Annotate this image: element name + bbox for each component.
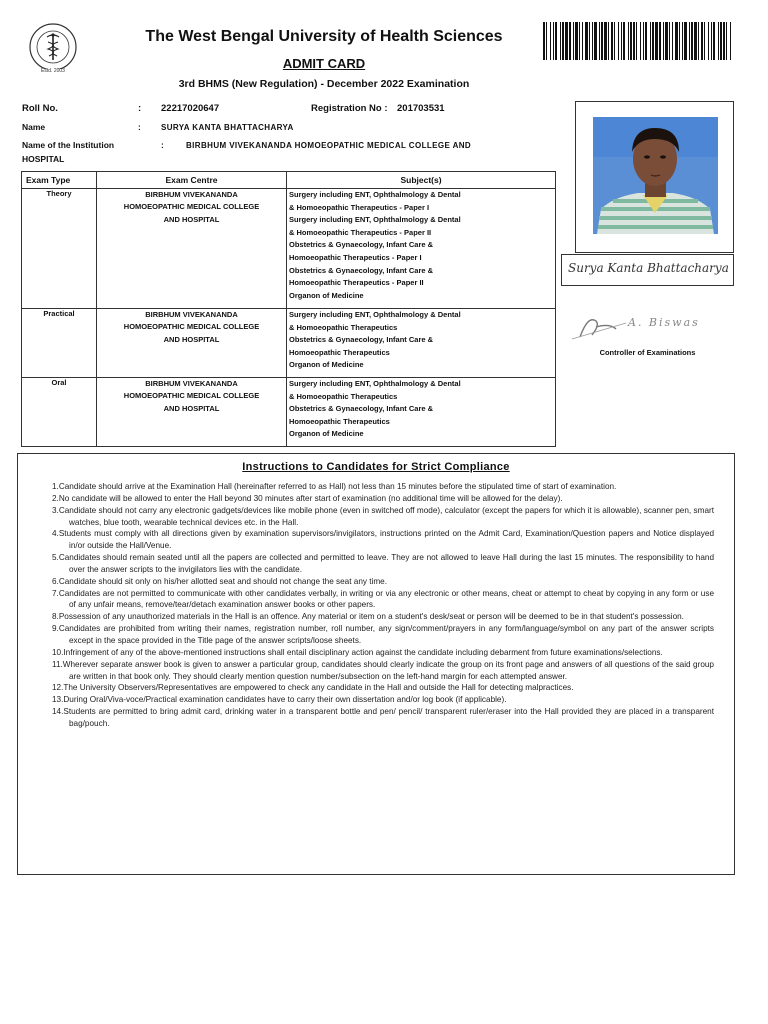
- roll-number: 22217020647: [161, 103, 220, 114]
- subject-line: Homoeopathic Therapeutics: [289, 416, 390, 426]
- exam-centre: BIRBHUM VIVEKANANDA HOMOEOPATHIC MEDICAL COLLEGE AND HOSPITAL: [97, 309, 287, 378]
- subject-line: & Homoeopathic Therapeutics: [289, 322, 398, 332]
- roll-label: Roll No.: [22, 103, 58, 114]
- header-exam-type: Exam Type: [22, 172, 97, 189]
- registration-label: Registration No :: [311, 103, 388, 114]
- institution-label: Name of the Institution: [22, 140, 115, 150]
- exam-session: 3rd BHMS (New Regulation) - December 2022 Examination: [178, 78, 470, 90]
- candidate-photo: [593, 117, 718, 234]
- subject-line: Surgery including ENT, Ophthalmology & Dental: [289, 190, 461, 199]
- exam-type: Oral: [22, 378, 97, 447]
- institution-separator: :: [161, 140, 164, 150]
- subject-line: Organon of Medicine: [289, 290, 364, 300]
- list-item: 12.The University Observers/Representatives are empowered to check any candidate in the Hall and outside the Hall for detecting malpractices.: [52, 683, 574, 693]
- subject-line: Surgery including ENT, Ophthalmology & Dental: [289, 379, 461, 388]
- university-name: The West Bengal University of Health Sciences: [145, 28, 503, 45]
- candidate-signature-box: [561, 254, 734, 286]
- subject-line: & Homoeopathic Therapeutics - Paper II: [289, 227, 432, 237]
- subject-list: [287, 378, 556, 447]
- list-item: 13.During Oral/Viva-voce/Practical examination candidates have to carry their own dissertation and/or log book (if applicable).: [52, 695, 507, 705]
- exam-schedule-table: [21, 171, 556, 447]
- list-item: 8.Possession of any unauthorized materials in the Hall is an offence. Any material or item on a student's desk/seat or person will be deemed to be in that student's possession.: [52, 612, 684, 622]
- candidate-signature: Surya Kanta Bhattacharya: [568, 261, 729, 275]
- subject-line: Homoeopathic Therapeutics - Paper II: [289, 278, 424, 288]
- table-row-oral: [22, 378, 556, 447]
- exam-centre: BIRBHUM VIVEKANANDA HOMOEOPATHIC MEDICAL COLLEGE AND HOSPITAL: [97, 189, 287, 309]
- table-row-theory: [22, 189, 556, 309]
- subject-line: Obstetrics & Gynaecology, Infant Care &: [289, 265, 434, 275]
- subject-line: Homoeopathic Therapeutics: [289, 347, 390, 357]
- instructions-list: [52, 481, 714, 730]
- list-item: 5.Candidates should remain seated until all the papers are collected and permitted to leave. They are not allowed to leave Hall during the last 15 minutes. The responsibility to hand over the answer scripts to the invigilators lies with the candidate.: [52, 553, 714, 574]
- subject-list: [287, 309, 556, 378]
- subject-list: [287, 189, 556, 309]
- list-item: 2.No candidate will be allowed to enter the Hall beyond 30 minutes after start of examination (no additional time will be allowed for the delay).: [52, 493, 563, 503]
- registration-number: 201703531: [397, 103, 445, 114]
- list-item: 14.Students are permitted to bring admit card, drinking water in a transparent bottle and pen/ pencil/ transparent ruler/eraser into the Hall provided they are placed in a transparent bag/pouch.: [52, 707, 714, 728]
- subject-line: Organon of Medicine: [289, 429, 364, 439]
- subject-line: Obstetrics & Gynaecology, Infant Care &: [289, 240, 434, 250]
- instructions-title: Instructions to Candidates for Strict Compliance: [242, 461, 510, 473]
- name-separator: :: [138, 122, 141, 132]
- name-label: Name: [22, 122, 46, 132]
- exam-type: Practical: [22, 309, 97, 378]
- subject-line: Organon of Medicine: [289, 360, 364, 370]
- subject-line: & Homoeopathic Therapeutics - Paper I: [289, 202, 430, 212]
- subject-line: Obstetrics & Gynaecology, Infant Care &: [289, 404, 434, 414]
- list-item: 7.Candidates are not permitted to communicate with other candidates verbally, in writing or via any electronic or other means, cheat or attempt to cheat by copying in any form or use of any unfair means, remove/tear/detach examination answer books or other papers.: [52, 588, 714, 610]
- controller-label: Controller of Examinations: [599, 348, 696, 357]
- roll-separator: :: [138, 103, 142, 114]
- subject-line: & Homoeopathic Therapeutics: [289, 391, 398, 401]
- table-header-row: [22, 172, 556, 189]
- subject-line: Surgery including ENT, Ophthalmology & Dental: [289, 310, 461, 319]
- document-title: ADMIT CARD: [282, 56, 366, 71]
- subject-line: Surgery including ENT, Ophthalmology & Dental: [289, 215, 461, 225]
- header-subjects: Subject(s): [287, 172, 556, 189]
- exam-centre: BIRBHUM VIVEKANANDA HOMOEOPATHIC MEDICAL COLLEGE AND HOSPITAL: [97, 378, 287, 447]
- barcode: [543, 22, 732, 60]
- list-item: 1.Candidate should arrive at the Examination Hall (hereinafter referred to as Hall) not less than 15 minutes before the stipulated time of start of examination.: [52, 482, 617, 491]
- list-item: 4.Students must comply with all directions given by examination supervisors/invigilators, instructions printed on the Admit Card, Examination/Question papers and Notice displayed in/or outside the Hall/Venue.: [52, 529, 714, 551]
- table-row-practical: [22, 309, 556, 378]
- subject-line: Homoeopathic Therapeutics - Paper I: [289, 252, 422, 262]
- controller-signature: A. Biswas: [566, 309, 726, 343]
- list-item: 9.Candidates are prohibited from writing their names, registration number, roll number, any sign/comment/prayers in any form/language/symbol on any part of the answer scripts except in the space provided in the Title page of the answer scripts/loose sheets.: [52, 624, 714, 645]
- list-item: 11.Wherever separate answer book is given to answer a particular group, candidates should clearly indicate the group on its front page and answers of all questions of the said group are written in that book only. They should clearly mention question number/subsection on the left-hand margin for each attempted answer.: [52, 659, 714, 681]
- university-logo: Estd. 2003: [20, 22, 86, 78]
- candidate-name: SURYA KANTA BHATTACHARYA: [161, 123, 294, 132]
- subject-line: Obstetrics & Gynaecology, Infant Care &: [289, 335, 434, 345]
- list-item: 10.Infringement of any of the above-mentioned instructions shall entail disciplinary action against the candidate including debarment from future examinations/selections.: [52, 647, 663, 657]
- institution-label-continued: HOSPITAL: [22, 154, 65, 164]
- institution-name: BIRBHUM VIVEKANANDA HOMOEOPATHIC MEDICAL COLLEGE AND: [186, 141, 472, 150]
- header-exam-centre: Exam Centre: [97, 172, 287, 189]
- exam-type: Theory: [22, 189, 97, 309]
- list-item: 3.Candidate should not carry any electronic gadgets/devices like mobile phone (even in switched off mode), calculator (except the papers for which it is allowable), scanner pen, smart watches, blue tooth, wearable technical devices etc. in the Hall.: [52, 505, 714, 527]
- list-item: 6.Candidate should sit only on his/her allotted seat and should not change the seat any time.: [52, 576, 387, 586]
